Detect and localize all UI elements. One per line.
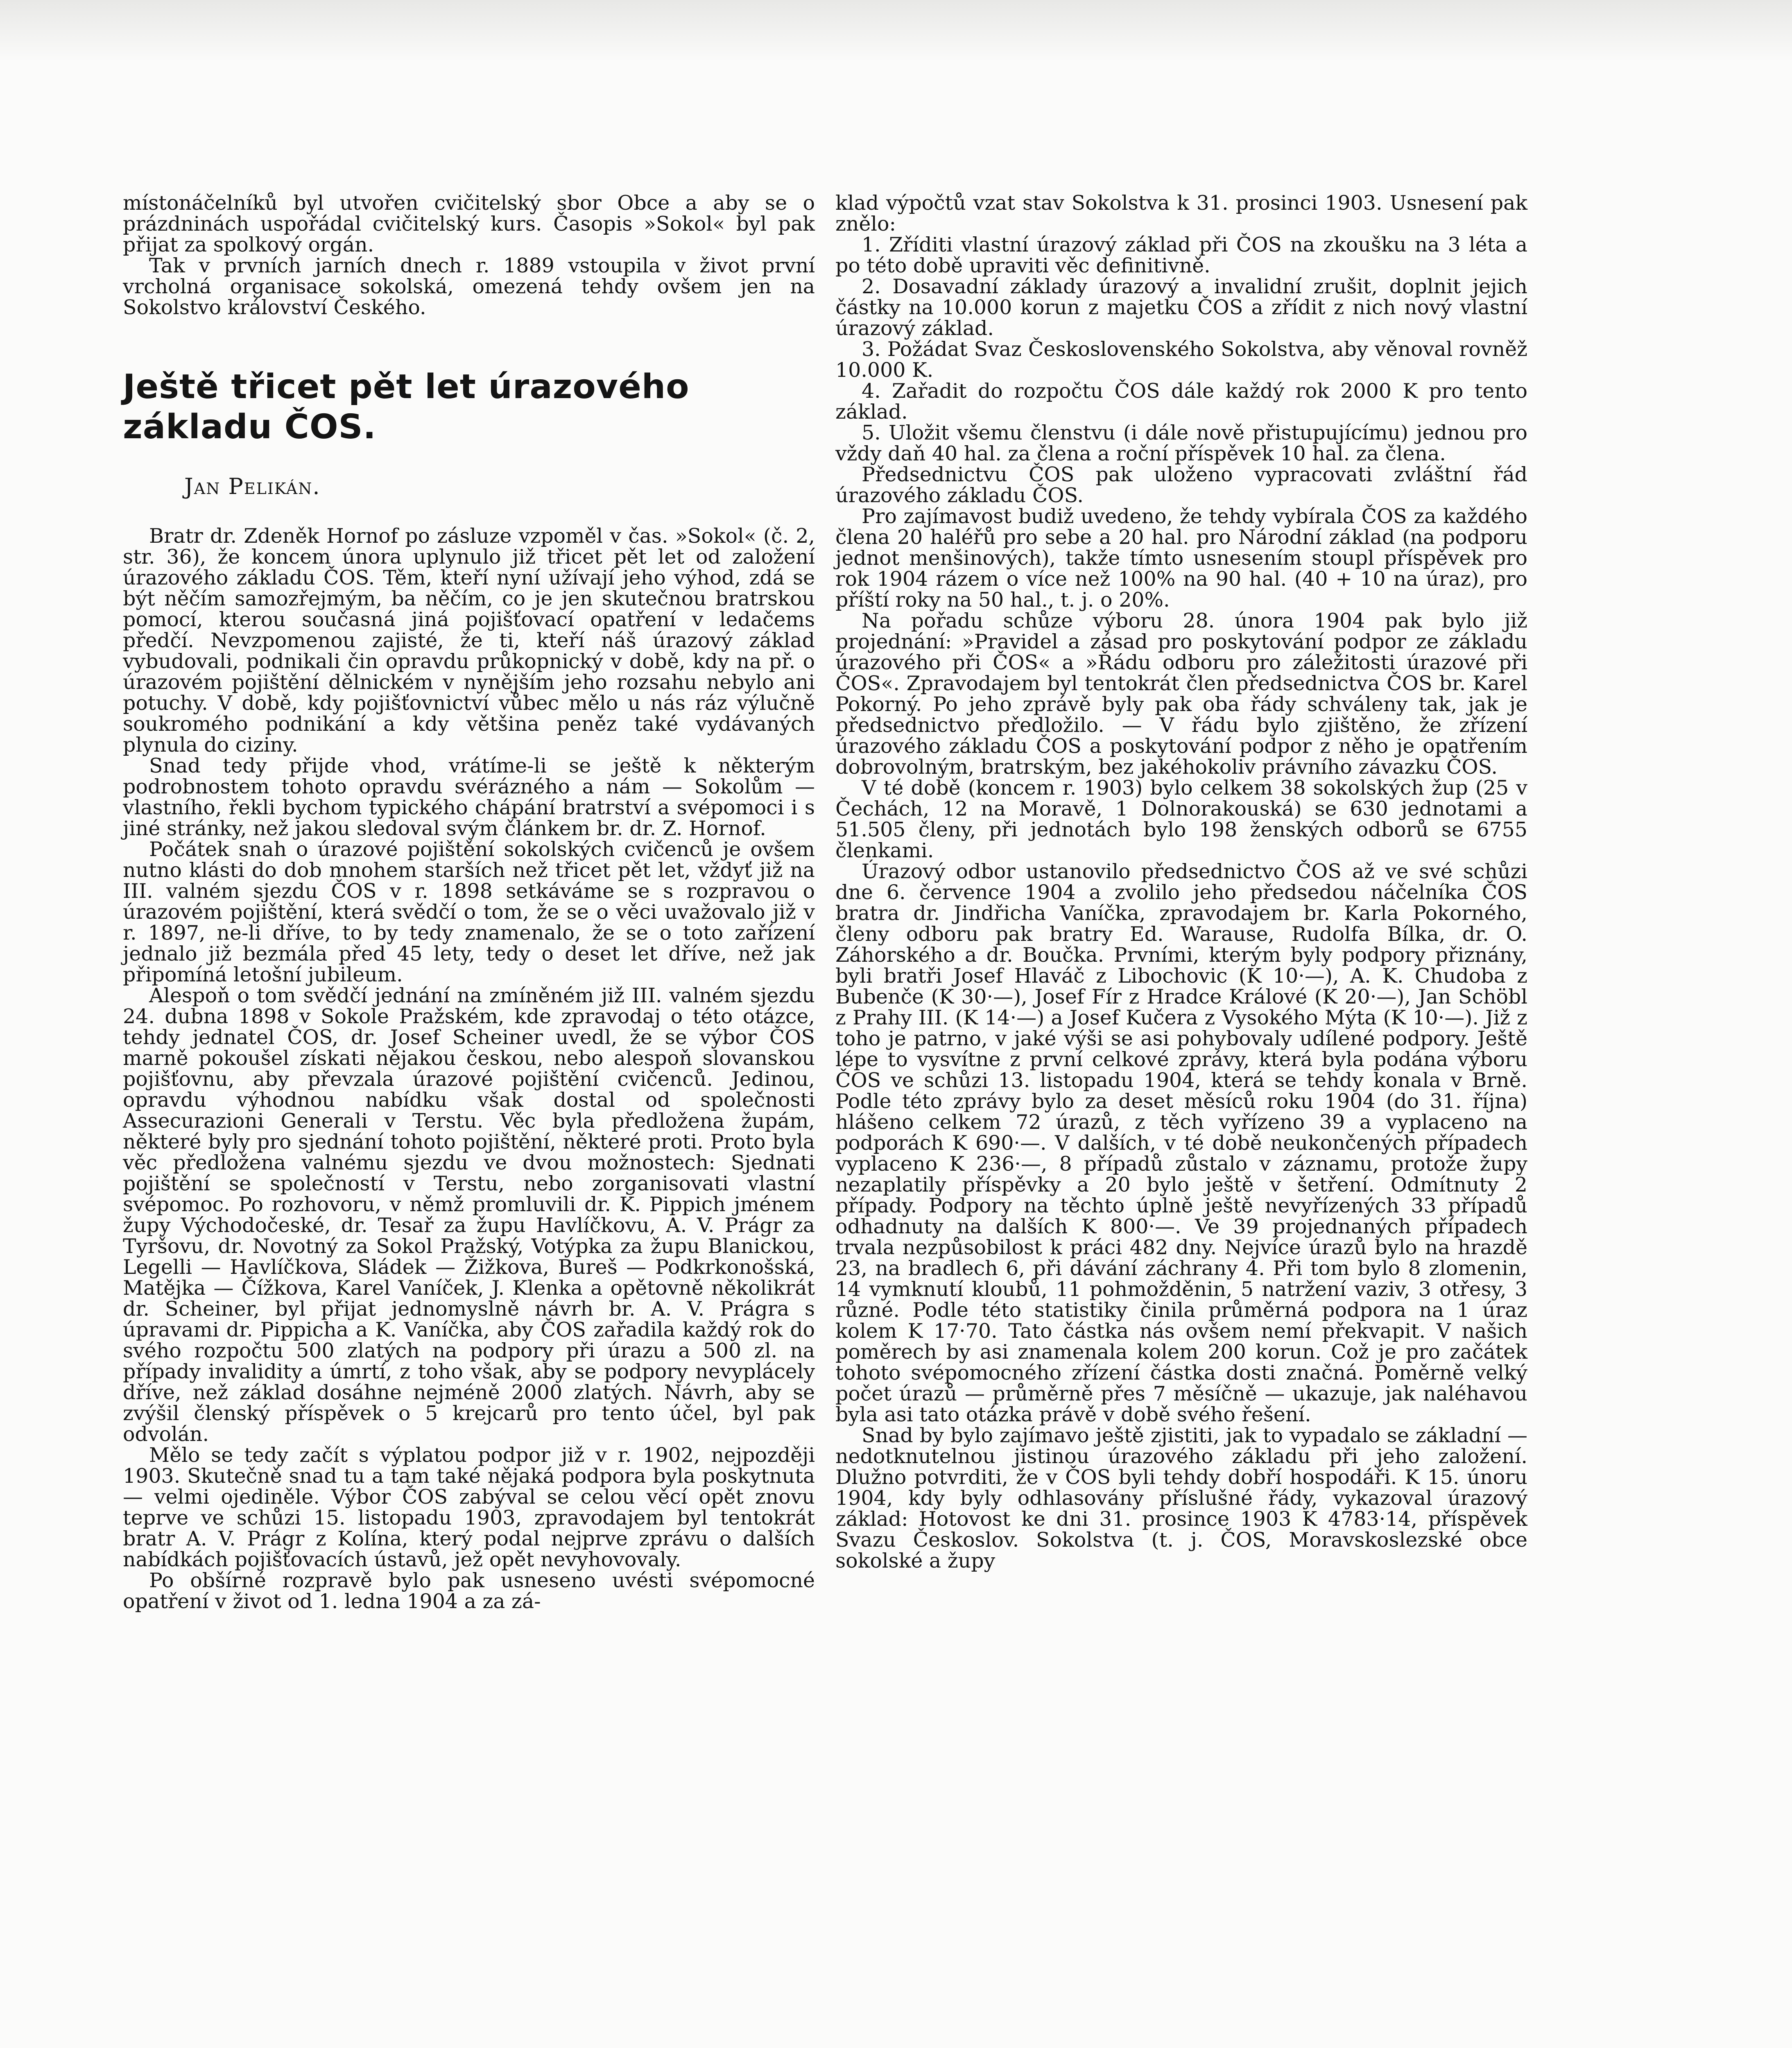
body-paragraph: Počátek snah o úrazové pojištění sokolských cvičenců je ovšem nutno klásti do dob mnohem starších než třicet pět let, vždyť již na III. valném sjezdu ČOS v r. 1898 setkáváme se s rozpravou o úrazovém pojištění, která svědčí o tom, že se o věci uvažovalo již v r. 1897, ne-li dříve, to by tedy znamenalo, že se o toto zařízení jednalo již bezmála před 45 lety, tedy o deset let dříve, než jak připomíná letošní jubileum. bbox=[123, 838, 815, 986]
resolution-item: 3. Požádat Svaz Československého Sokolstva, aby věnoval rovněž 10.000 K. bbox=[835, 338, 1527, 382]
left-column bbox=[123, 193, 815, 1612]
top-paragraph: místonáčelníků byl utvořen cvičitelský sbor Obce a aby se o prázdninách uspořádal cvičitelský kurs. Časopis »Sokol« byl pak přijat za spolkový orgán. bbox=[123, 191, 815, 256]
body-paragraph: Předsednictvu ČOS pak uloženo vypracovati zvláštní řád úrazového základu ČOS. bbox=[835, 463, 1527, 507]
article-author: Jan Pelikán. bbox=[184, 473, 321, 499]
article-title: Ještě třicet pět let úrazového základu ČOS. bbox=[123, 367, 690, 446]
right-column bbox=[835, 193, 1527, 1571]
body-paragraph: V té době (koncem r. 1903) bylo celkem 38 sokolských žup (25 v Čechách, 12 na Moravě, 1 Dolnorakouská) se 630 jednotami a 51.505 členy, při jednotách bylo 198 ženských odborů se 6755 členkami. bbox=[835, 776, 1527, 862]
body-paragraph: Na pořadu schůze výboru 28. února 1904 pak bylo již projednání: »Pravidel a zásad pro poskytování podpor ze základu úrazového při ČOS« a »Řádu odboru pro záležitosti úrazové při ČOS«. Zpravodajem byl tentokrát člen předsednictva ČOS br. Karel Pokorný. Po jeho zprávě byly pak oba řády schváleny tak, jak je předsednictvo předložilo. — V řádu bylo zjištěno, že zřízení úrazového základu ČOS a poskytování podpor z něho je opatřením dobrovolným, bratrským, bez jakéhokoliv právního závazku ČOS. bbox=[835, 609, 1527, 779]
body-paragraph: Snad tedy přijde vhod, vrátíme-li se ještě k některým podrobnostem tohoto opravdu svérázného a nám — Sokolům — vlastního, řekli bychom typického chápání bratrství a svépomoci i s jiné stránky, než jakou sledoval svým článkem br. dr. Z. Hornof. bbox=[123, 754, 815, 840]
resolution-item: 4. Zařadit do rozpočtu ČOS dále každý rok 2000 K pro tento základ. bbox=[835, 379, 1527, 424]
resolution-item: 5. Uložit všemu členstvu (i dále nově přistupujícímu) jednou pro vždy daň 40 hal. za člena a roční příspěvek 10 hal. za člena. bbox=[835, 421, 1527, 465]
body-paragraph: klad výpočtů vzat stav Sokolstva k 31. prosinci 1903. Usnesení pak znělo: bbox=[835, 191, 1527, 236]
body-paragraph: Po obšírné rozpravě bylo pak usneseno uvésti svépomocné opatření v život od 1. ledna 1904 a za zá- bbox=[123, 1569, 815, 1613]
scan-edge-shadow bbox=[0, 0, 1792, 61]
resolution-item: 2. Dosavadní základy úrazový a invalidní zrušit, doplnit jejich částky na 10.000 korun z majetku ČOS a zřídit z nich nový vlastní úrazový základ. bbox=[835, 275, 1527, 340]
body-paragraph: Pro zajímavost budiž uvedeno, že tehdy vybírala ČOS za každého člena 20 haléřů pro sebe a 20 hal. pro Národní základ (na podporu jednot menšinových), takže tímto usnesením stoupl příspěvek pro rok 1904 rázem o více než 100% na 90 hal. (40 + 10 na úraz), pro příští roky na 50 hal., t. j. o 20%. bbox=[835, 505, 1527, 612]
body-paragraph: Bratr dr. Zdeněk Hornof po zásluze vzpoměl v čas. »Sokol« (č. 2, str. 36), že koncem února uplynulo již třicet pět let od založení úrazového základu ČOS. Těm, kteří nyní užívají jeho výhod, zdá se být něčím samozřejmým, ba něčím, co je jen skutečnou bratrskou pomocí, kterou současná jiná pojišťovací opatření v ledačems předčí. Nevzpomenou zajisté, že ti, kteří náš úrazový základ vybudovali, podnikali čin opravdu průkopnický v době, kdy na př. o úrazovém pojištění dělnickém v nynějším jeho rozsahu nebylo ani potuchy. V době, kdy pojišťovnictví vůbec mělo u nás ráz výlučně soukromého podnikání a kdy většina peněz také vydávaných plynula do ciziny. bbox=[123, 524, 815, 757]
body-paragraph: Snad by bylo zajímavo ještě zjistiti, jak to vypadalo se základní — nedotknutelnou jistinou úrazového základu při jeho založení. Dlužno potvrditi, že v ČOS byli tehdy dobří hospodáři. K 15. únoru 1904, kdy byly odhlasovány příslušné řády, vykazoval úrazový základ: Hotovost ke dni 31. prosince 1903 K 4783·14, příspěvek Svazu Českoslov. Sokolstva (t. j. ČOS, Moravskoslezské obce sokolské a župy bbox=[835, 1424, 1527, 1572]
body-paragraph: Alespoň o tom svědčí jednání na zmíněném již III. valném sjezdu 24. dubna 1898 v Sokole Pražském, kde zpravodaj o této otázce, tehdy jednatel ČOS, dr. Josef Scheiner uvedl, že se výbor ČOS marně pokoušel získati nějakou českou, nebo alespoň slovanskou pojišťovnu, aby převzala úrazové pojištění cvičenců. Jedinou, opravdu výhodnou nabídku však dostal od společnosti Assecurazioni Generali v Terstu. Věc byla předložena župám, některé byly pro sjednání tohoto pojištění, některé proti. Proto byla věc předložena valnému sjezdu ve dvou možnostech: Sjednati pojištění se společností v Terstu, nebo zorganisovati vlastní svépomoc. Po rozhovoru, v němž promluvili dr. K. Pippich jménem župy Východočeské, dr. Tesař za župu Havlíčkovu, A. V. Prágr za Tyršovu, dr. Novotný za Sokol Pražský, Votýpka za župu Blanickou, Legelli — Havlíčkova, Sládek — Žižkova, Bureš — Podkrkonošská, Matějka — Čížkova, Karel Vaníček, J. Klenka a opětovně několikrát dr. Scheiner, byl přijat jednomyslně návrh br. A. V. Prágra s úpravami dr. Pippicha a K. Vaníčka, aby ČOS zařadila každý rok do svého rozpočtu 500 zlatých na podpory při úrazu a 500 zl. na případy invalidity a úmrtí, z toho však, aby se podpory nevyplácely dříve, než základ dosáhne nejméně 2000 zlatých. Návrh, aby se zvýšil členský příspěvek o 5 krejcarů pro tento účel, byl pak odvolán. bbox=[123, 984, 815, 1446]
body-paragraph: Úrazový odbor ustanovilo předsednictvo ČOS až ve své schůzi dne 6. července 1904 a zvolilo jeho předsedou náčelníka ČOS bratra dr. Jindřicha Vaníčka, zpravodajem br. Karla Pokorného, členy odboru pak bratry Ed. Warause, Rudolfa Bílka, dr. O. Záhorského a dr. Boučka. Prvními, kterým byly podpory přiznány, byli bratři Josef Hlaváč z Libochovic (K 10·—), A. K. Chudoba z Bubenče (K 30·—), Josef Fír z Hradce Králové (K 20·—), Jan Schöbl z Prahy III. (K 14·—) a Josef Kučera z Vysokého Mýta (K 10·—). Již z toho je patrno, v jaké výši se asi pohybovaly udílené podpory. Ještě lépe to vysvítne z první celkové zprávy, která byla podána výboru ČOS ve schůzi 13. listopadu 1904, která se tehdy konala v Brně. Podle této zprávy bylo za deset měsíců roku 1904 (do 31. října) hlášeno celkem 72 úrazů, z těch vyřízeno 39 a vyplaceno na podporách K 690·—. V dalších, v té době neukončených případech vyplaceno K 236·—, 8 případů zůstalo v záznamu, protože župy nezaplatily příspěvky a 20 bylo ještě v šetření. Odmítnuty 2 případy. Podpory na těchto úplně ještě nevyřízených 33 případů odhadnuty na dalších K 800·—. Ve 39 projednaných případech trvala nezpůsobilost k práci 482 dny. Nejvíce úrazů bylo na hrazdě 23, na bradlech 6, při dávání záchrany 4. Při tom bylo 8 zlomenin, 14 vymknutí kloubů, 11 pohmožděnin, 5 natržení vaziv, 3 otřesy, 3 různé. Podle této statistiky činila průměrná podpora na 1 úraz kolem K 17·70. Tato částka nás ovšem nemí překvapit. V našich poměrech by asi znamenala kolem 200 korun. Což je pro začátek tohoto svépomocného zřízení částka dosti značná. Poměrně velký počet úrazů — průměrně přes 7 měsíčně — ukazuje, jak naléhavou byla asi tato otázka právě v době svého řešení. bbox=[835, 860, 1527, 1426]
resolution-item: 1. Zříditi vlastní úrazový základ při ČOS na zkoušku na 3 léta a po této době upraviti věc definitivně. bbox=[835, 233, 1527, 277]
top-paragraph: Tak v prvních jarních dnech r. 1889 vstoupila v život první vrcholná organisace sokolská, omezená tehdy ovšem jen na Sokolstvo království Českého. bbox=[123, 254, 815, 319]
body-paragraph: Mělo se tedy začít s výplatou podpor již v r. 1902, nejpozději 1903. Skutečně snad tu a tam také nějaká podpora byla poskytnuta — velmi ojediněle. Výbor ČOS zabýval se celou věcí opět znovu teprve ve schůzi 15. listopadu 1903, zpravodajem byl tentokrát bratr A. V. Prágr z Kolína, který podal nejprve zprávu o dalších nabídkách pojišťovacích ústavů, jež opět nevyhovovaly. bbox=[123, 1443, 815, 1571]
